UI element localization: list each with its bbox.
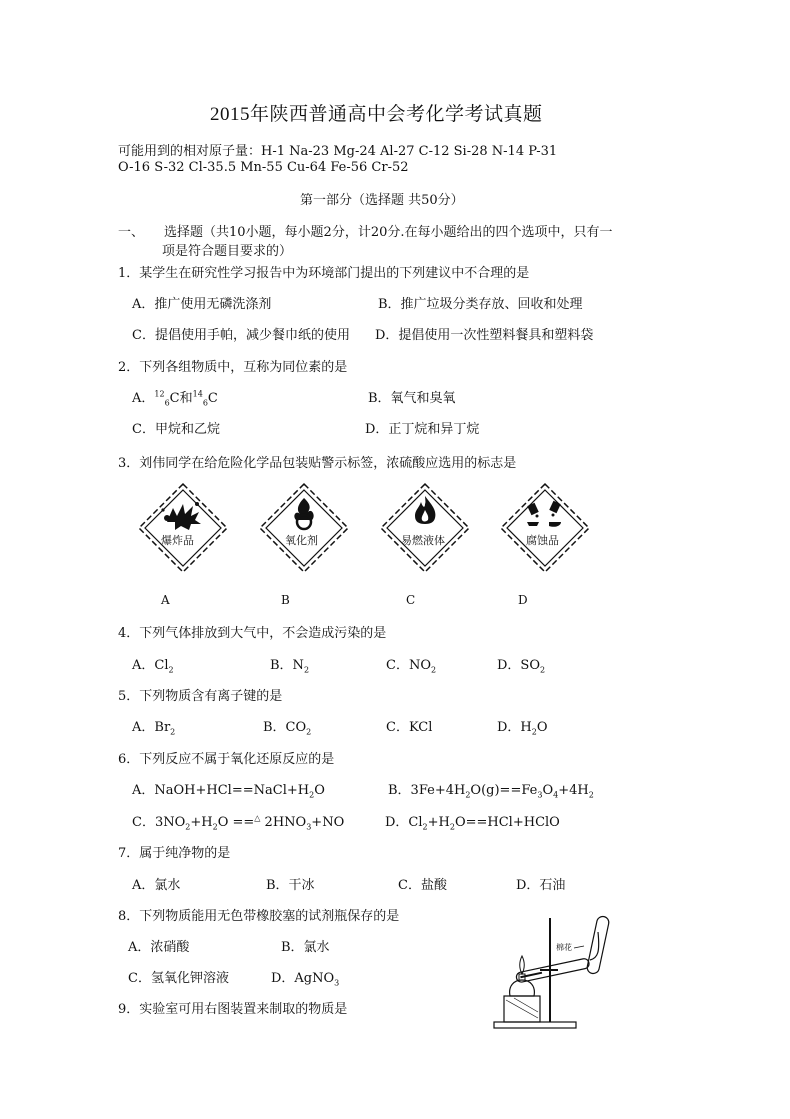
q6-stem: 6．下列反应不属于氧化还原反应的是 bbox=[118, 752, 335, 767]
q2-option-b: B．氧气和臭氧 bbox=[368, 391, 456, 406]
q7-option-b: B．干冰 bbox=[266, 878, 315, 893]
page-title: 2015年陕西普通高中会考化学考试真题 bbox=[210, 104, 543, 125]
q1-option-d: D．提倡使用一次性塑料餐具和塑料袋 bbox=[375, 328, 594, 343]
q7-option-c: C．盐酸 bbox=[398, 878, 447, 893]
q8-option-d: D．AgNO$_3$ bbox=[271, 971, 340, 988]
q4-option-b: B．$N_2$ bbox=[270, 658, 310, 675]
q3-stem: 3．刘伟同学在给危险化学品包装贴警示标签，浓硫酸应选用的标志是 bbox=[118, 456, 517, 471]
hazard-sign-d bbox=[499, 482, 591, 574]
q8-option-a: A．浓硝酸 bbox=[128, 940, 190, 955]
q7-stem: 7．属于纯净物的是 bbox=[118, 846, 231, 861]
part-title: 第一部分（选择题 共50分） bbox=[300, 193, 464, 208]
q5-option-d: D．$H_2O$ bbox=[497, 720, 548, 737]
q8-option-b: B．氯水 bbox=[281, 940, 330, 955]
hazard-label-c: 易燃液体 bbox=[401, 534, 445, 547]
atomic-masses-line1: 可能用到的相对原子量：H-1 Na-23 Mg-24 Al-27 C-12 Si-28 N-14 P-31 bbox=[118, 144, 558, 159]
hazard-sign-a bbox=[137, 482, 229, 574]
section-text-line2: 项是符合题目要求的） bbox=[162, 244, 293, 259]
q6-option-b: B．$3Fe+4H_2O(g)==Fe_3O_4+4H_2$ bbox=[388, 783, 594, 800]
hazard-letter-d: D bbox=[518, 593, 528, 607]
hazard-label-a: 爆炸品 bbox=[161, 534, 194, 547]
q1-stem: 1．某学生在研究性学习报告中为环境部门提出的下列建议中不合理的是 bbox=[118, 266, 530, 281]
q7-option-a: A．氯水 bbox=[132, 878, 181, 893]
hazard-label-d: 腐蚀品 bbox=[526, 534, 559, 547]
q8-stem: 8．下列物质能用无色带橡胶塞的试剂瓶保存的是 bbox=[118, 909, 400, 924]
q2-stem: 2．下列各组物质中，互称为同位素的是 bbox=[118, 360, 348, 375]
q4-option-c: C．$NO_2$ bbox=[386, 658, 437, 675]
q4-option-a: A．$Cl_2$ bbox=[132, 658, 174, 675]
q9-stem: 9．实验室可用右图装置来制取的物质是 bbox=[118, 1002, 348, 1017]
q5-option-c: C．KCl bbox=[386, 720, 433, 735]
q6-option-a: A．$NaOH+HCl==NaCl+H_2O$ bbox=[132, 783, 325, 800]
corrosive-icon bbox=[499, 482, 591, 574]
q5-stem: 5．下列物质含有离子键的是 bbox=[118, 689, 283, 704]
hazard-letter-b: B bbox=[281, 593, 290, 607]
q2-option-c: C．甲烷和乙烷 bbox=[132, 422, 220, 437]
q1-option-b: B．推广垃圾分类存放、回收和处理 bbox=[378, 297, 583, 312]
q5-option-b: B．$CO_2$ bbox=[263, 720, 312, 737]
q1-option-a: A．推广使用无磷洗涤剂 bbox=[132, 297, 272, 312]
q1-option-c: C．提倡使用手帕，减少餐巾纸的使用 bbox=[132, 328, 350, 343]
flame-icon bbox=[379, 482, 471, 574]
q8-option-c: C．氢氧化钾溶液 bbox=[128, 971, 229, 986]
explosion-icon bbox=[137, 482, 229, 574]
apparatus-diagram bbox=[490, 912, 620, 1032]
q6-option-c: C．$3NO_2+H_2O ==^\triangle$ $2HNO_3+NO$ bbox=[132, 813, 345, 832]
oxidizer-icon bbox=[258, 482, 350, 574]
section-number: 一、 bbox=[118, 225, 145, 240]
hazard-letter-c: C bbox=[406, 593, 416, 607]
hazard-sign-b bbox=[258, 482, 350, 574]
hazard-sign-c bbox=[379, 482, 471, 574]
q6-option-d: D．$Cl_2+H_2O==HCl+HClO$ bbox=[385, 815, 560, 832]
q4-stem: 4．下列气体排放到大气中，不会造成污染的是 bbox=[118, 626, 387, 641]
q2-option-d: D．正丁烷和异丁烷 bbox=[365, 422, 480, 437]
q5-option-a: A．$Br_2$ bbox=[132, 720, 176, 737]
lab-apparatus-figure bbox=[490, 912, 620, 1032]
q2-option-a: A．$^{12}_6$C和$^{14}_6$C bbox=[132, 389, 218, 408]
q7-option-d: D．石油 bbox=[516, 878, 566, 893]
figure-label-cotton: 棉花 bbox=[556, 943, 572, 952]
section-text-line1: 选择题（共10小题，每小题2分，计20分.在每小题给出的四个选项中，只有一 bbox=[164, 225, 613, 240]
hazard-letter-a: A bbox=[161, 593, 170, 607]
atomic-masses-line2: O-16 S-32 Cl-35.5 Mn-55 Cu-64 Fe-56 Cr-52 bbox=[118, 160, 409, 175]
hazard-label-b: 氧化剂 bbox=[285, 534, 318, 547]
q4-option-d: D．$SO_2$ bbox=[497, 658, 546, 675]
